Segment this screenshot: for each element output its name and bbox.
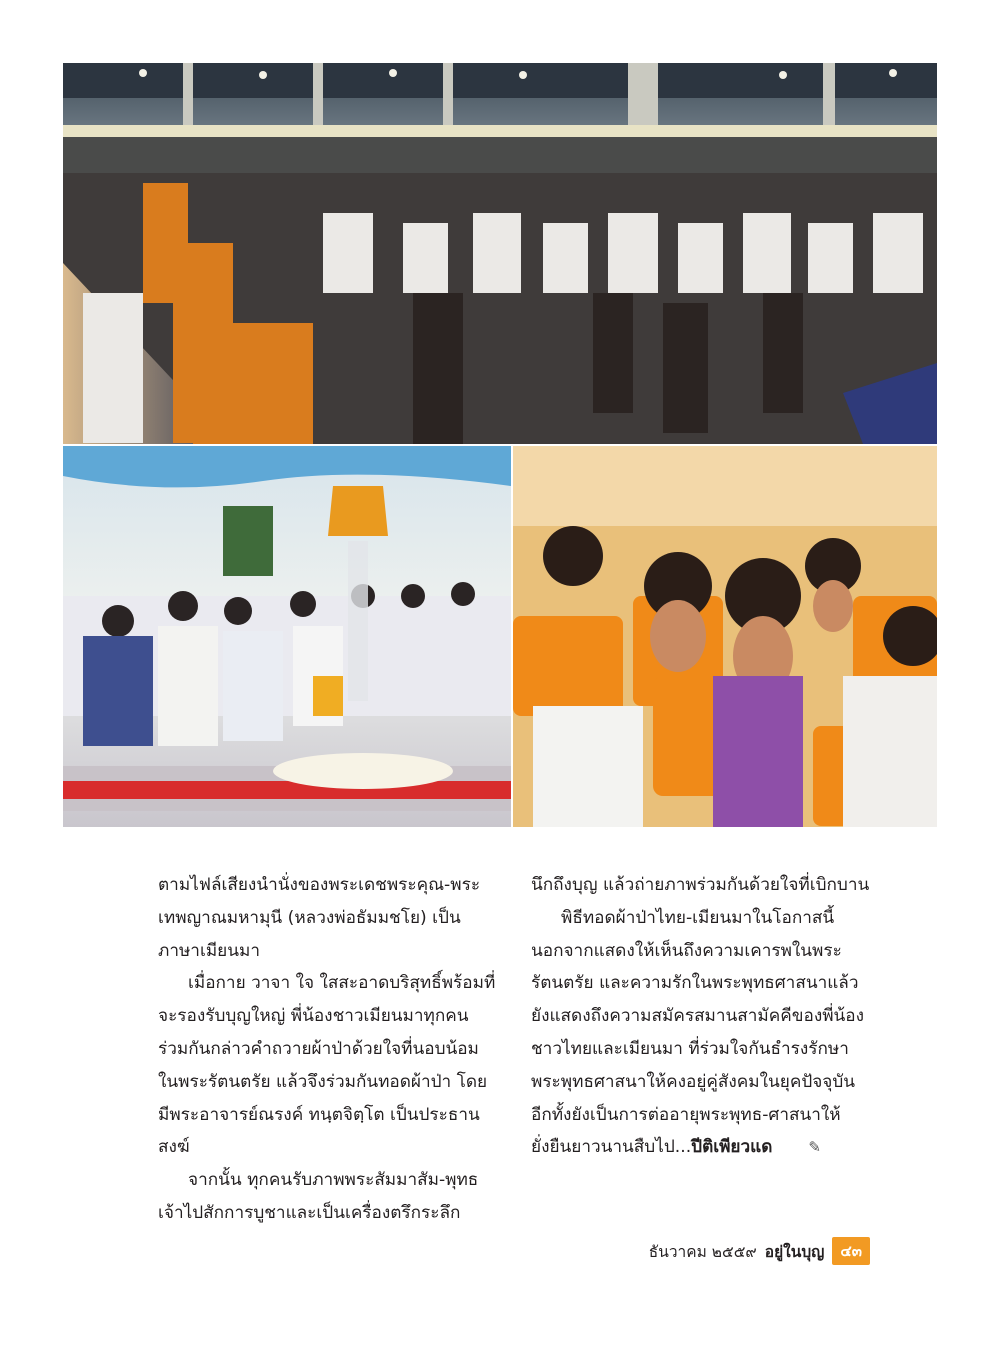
paragraph: นึกถึงบุญ แล้วถ่ายภาพร่วมกันด้วยใจที่เบิกบาน	[531, 875, 870, 895]
article-right-column	[531, 869, 871, 1164]
magazine-title: อยู่ในบุญ	[764, 1242, 825, 1261]
top-ceremony-photo	[63, 63, 937, 444]
page-number-badge: ๔๓	[832, 1237, 870, 1265]
paragraph: ตามไฟล์เสียงนำนั่งของพระเดชพระคุณ-พระเทพญาณมหามุนี (หลวงพ่อธัมมชโย) เป็นภาษาเมียนมา	[158, 875, 481, 961]
page-footer	[600, 1236, 870, 1266]
paragraph: เมื่อกาย วาจา ใจ ใสสะอาดบริสุทธิ์พร้อมที่จะรองรับบุญใหญ่ พี่น้องชาวเมียนมาทุกคนร่วมกันกล่าวคำถวายผ้าป่าด้วยใจที่นอบน้อมในพระรัตนตรัย แล้วจึงร่วมกันทอดผ้าป่า โดยมีพระอาจารย์ณรงค์ ทนฺตจิตฺโต เป็นประธานสงฆ์	[158, 973, 496, 1158]
issue-date: ธันวาคม ๒๕๕๙	[648, 1242, 757, 1261]
author-byline: ปีติเพียวแด	[691, 1137, 773, 1158]
quill-icon: ✎	[808, 1138, 821, 1157]
article-left-column	[158, 869, 498, 1230]
paragraph-text: พิธีทอดผ้าป่าไทย-เมียนมาในโอกาสนี้ นอกจากแสดงให้เห็นถึงความเคารพในพระรัตนตรัย และความรักในพระพุทธศาสนาแล้ว ยังแสดงถึงความสมัครสมานสามัคคีของพี่น้องชาวไทยและเมียนมา ที่ร่วมใจกันธำรงรักษาพระพุทธศาสนาให้คงอยู่คู่สังคมในยุคปัจจุบัน อีกทั้งยังเป็นการต่ออายุพระพุทธ-ศาสนาให้ยั่งยืนยาวนานสืบไป...	[531, 907, 865, 1158]
paragraph: จากนั้น ทุกคนรับภาพพระสัมมาสัม-พุทธเจ้าไปสักการบูชาและเป็นเครื่องตรึกระลึก	[158, 1170, 479, 1223]
paragraph	[531, 902, 871, 1164]
bottom-right-ceremony-photo	[513, 446, 937, 827]
bottom-left-ceremony-photo	[63, 446, 511, 827]
